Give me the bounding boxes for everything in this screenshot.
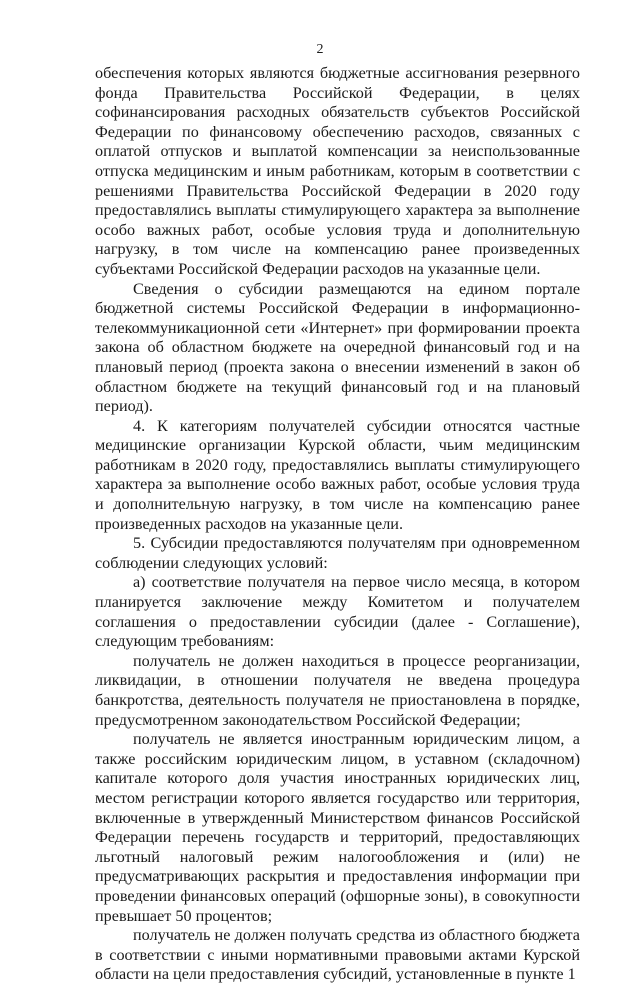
paragraph-item-4: 4. К категориям получателей субсидии относятся частные медицинские организации Курской области, чьим медицинским работникам в 2020 году, предоставлялись выплаты стимулирующего характера за выполнение особо важных работ, особые условия труда и дополнительную нагрузку, в том числе на компенсацию ранее произведенных расходов на указанные цели.: [95, 416, 580, 533]
paragraph-continuation: обеспечения которых являются бюджетные ассигнования резервного фонда Правительства Российской Федерации, в целях софинансирования расходных обязательств субъектов Российской Федерации по финансовому обеспечению расходов, связанных с оплатой отпусков и выплатой компенсации за неиспользованные отпуска медицинским и иным работникам, которым в соответствии с решениями Правительства Российской Федерации в 2020 году предоставлялись выплаты стимулирующего характера за выполнение особо важных работ, особые условия труда и дополнительную нагрузку, в том числе на компенсацию ранее произведенных субъектами Российской Федерации расходов на указанные цели.: [95, 64, 580, 278]
paragraph-item-5: 5. Субсидии предоставляются получателям при одновременном соблюдении следующих условий:: [95, 534, 580, 572]
paragraph-requirement-reorganization: получатель не должен находиться в процессе реорганизации, ликвидации, в отношении получателя не введена процедура банкротства, деятельность получателя не приостановлена в порядке, предусмотренном законодательством Российской Федерации;: [95, 651, 580, 729]
paragraph-subsidy-info: Сведения о субсидии размещаются на едином портале бюджетной системы Российской Федерации в информационно-телекоммуникационной сети «Интернет» при формировании проекта закона об областном бюджете на очередной финансовый год и на плановый период (проекта закона о внесении изменений в закон об областном бюджете на текущий финансовый год и на плановый период).: [95, 279, 580, 416]
page-number: 2: [316, 42, 324, 57]
paragraph-item-5a: а) соответствие получателя на первое число месяца, в котором планируется заключение между Комитетом и получателем соглашения о предоставлении субсидии (далее - Соглашение), следующим требованиям:: [95, 573, 580, 651]
document-body: [95, 64, 580, 985]
paragraph-requirement-regional-budget: получатель не должен получать средства из областного бюджета в соответствии с иными нормативными правовыми актами Курской области на цели предоставления субсидий, установленные в пункте 1: [95, 926, 580, 984]
paragraph-requirement-foreign-entity: получатель не является иностранным юридическим лицом, а также российским юридическим лицом, в уставном (складочном) капитале которого доля участия иностранных юридических лиц, местом регистрации которого является государство или территория, включенные в утвержденный Министерством финансов Российской Федерации перечень государств и территорий, предоставляющих льготный налоговый режим налогообложения и (или) не предусматривающих раскрытия и предоставления информации при проведении финансовых операций (офшорные зоны), в совокупности превышает 50 процентов;: [95, 730, 580, 925]
